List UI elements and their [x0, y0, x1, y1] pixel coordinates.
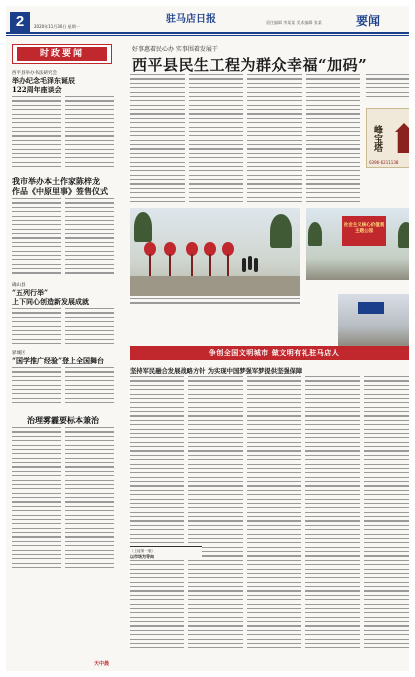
main-area: [124, 42, 409, 667]
gateway-photo: [338, 294, 409, 346]
person-icon: [242, 258, 246, 272]
story1-headline-2: 122周年座谈会: [12, 85, 62, 94]
issue-date: 2020年11月30日 星期一: [34, 24, 80, 29]
section-badge: [12, 44, 112, 64]
theme-board: 社会主义核心价值观主题公园: [342, 216, 386, 246]
header-rule: [6, 32, 409, 34]
tree-icon: [270, 214, 292, 248]
masthead-sub: 责任编辑 李某某 美术编辑 张某: [266, 20, 322, 25]
left-column: [8, 42, 118, 667]
tree-icon: [134, 212, 152, 242]
section-badge-label: 时政要闻: [17, 47, 107, 61]
slogan-banner: 争创全国文明城市 做文明有礼驻马店人: [130, 346, 409, 360]
story5-headline: 治理雾霾要标本兼治: [27, 415, 99, 425]
continued-title: 以市场为导向: [130, 554, 202, 560]
advertisement: [366, 108, 409, 168]
person-icon: [248, 256, 252, 270]
ad-phone: 0396-6211138: [369, 160, 399, 165]
tree-icon: [308, 222, 322, 246]
lead-body: [130, 74, 360, 204]
feature-body: [130, 376, 409, 664]
lead-kicker: 好事惠着民心办 实事围着发展干: [132, 46, 218, 53]
story5-body: [12, 427, 114, 577]
story2-body: [12, 198, 114, 280]
story4-body: [12, 367, 114, 407]
right-brief: [366, 74, 409, 106]
lead-headline: 西平县民生工程为群众幸福“加码”: [132, 56, 368, 74]
park-photo: [130, 208, 300, 296]
ad-brand: 峰宝塔: [372, 125, 382, 152]
tree-icon: [398, 222, 409, 248]
feature-subhead: 坚持军民融合发展战略方针 为实现中国梦强军梦提供坚强保障: [130, 368, 303, 375]
pavilion-icon: [395, 123, 409, 153]
photo-caption: [130, 298, 300, 306]
story3-body: [12, 308, 114, 348]
story3-headline-2: 上下同心创造新发展成就: [12, 297, 89, 306]
continued-label: （上接第一版）: [130, 546, 202, 558]
story1-headline: 举办纪念毛泽东诞辰: [12, 76, 75, 85]
story2-headline: 我市举办本土作家陈梓龙: [12, 176, 100, 186]
story3-headline: “五列行举”: [12, 288, 49, 297]
story3-kicker: 确山县: [12, 283, 26, 288]
person-icon: [254, 258, 258, 272]
theme-park-photo: [306, 208, 409, 280]
footer-logo: 天中晨: [94, 661, 110, 667]
page-number: 2: [10, 12, 30, 32]
story1-body: [12, 96, 114, 174]
story4-kicker: 驿城区: [12, 351, 26, 356]
newspaper-page: [6, 6, 409, 671]
header-rule-thin: [6, 35, 409, 36]
story2-headline-2: 作品《中原里事》签售仪式: [12, 186, 108, 196]
masthead: 驻马店日报: [166, 14, 216, 25]
story4-headline: “国学推广经验”登上全国舞台: [12, 356, 105, 365]
section-title: 要闻: [356, 14, 381, 28]
story1-kicker: 西平县举办书法研究会: [12, 71, 57, 76]
